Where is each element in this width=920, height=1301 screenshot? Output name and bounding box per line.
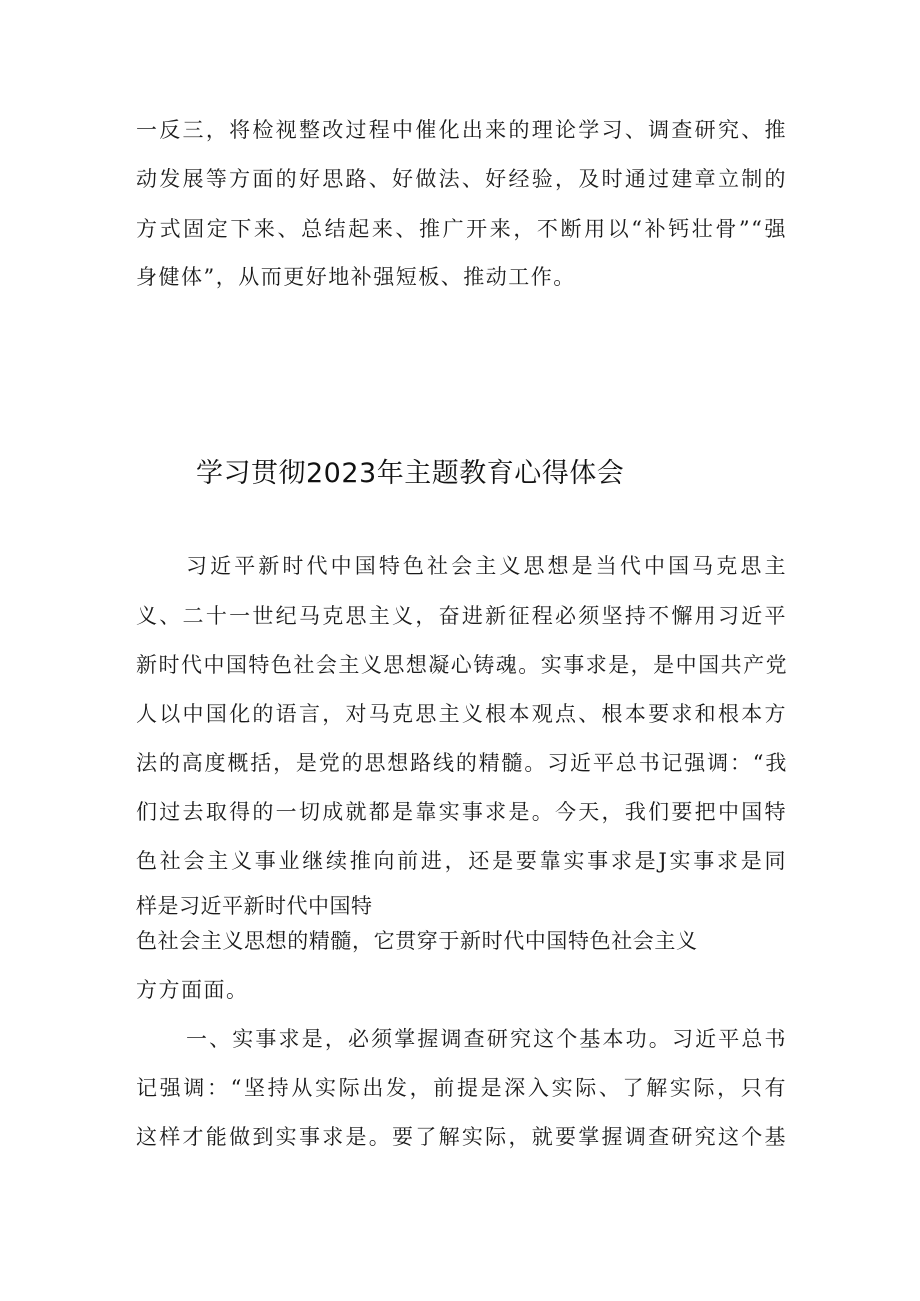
paragraph-1-line-7: 色社会主义事业继续推向前进，还是要靠实事求是J实事求是同	[136, 849, 787, 873]
paragraph-1-line-8: 样是习近平新时代中国特	[136, 894, 373, 918]
paragraph-1-line-5: 法的高度概括，是党的思想路线的精髓。习近平总书记强调：“我	[136, 751, 787, 775]
paragraph-1-line-3: 新时代中国特色社会主义思想凝心铸魂。实事求是，是中国共产党	[136, 653, 787, 677]
top-paragraph-line-3: 方式固定下来、总结起来、推广开来，不断用以“补钙壮骨”“强	[136, 217, 787, 241]
paragraph-2-line-1: 一、实事求是，必须掌握调查研究这个基本功。习近平总书	[186, 1027, 787, 1051]
paragraph-1-line-9: 色社会主义思想的精髓，它贯穿于新时代中国特色社会主义	[136, 929, 698, 953]
top-paragraph-line-1: 一反三，将检视整改过程中催化出来的理论学习、调查研究、推	[136, 118, 787, 142]
top-paragraph-line-2: 动发展等方面的好思路、好做法、好经验，及时通过建章立制的	[136, 167, 787, 191]
paragraph-1-line-6: 们过去取得的一切成就都是靠实事求是。今天，我们要把中国特	[136, 800, 787, 824]
paragraph-2-line-3: 这样才能做到实事求是。要了解实际，就要掌握调查研究这个基	[136, 1125, 787, 1149]
paragraph-2-line-2: 记强调：“坚持从实际出发，前提是深入实际、了解实际，只有	[136, 1076, 787, 1100]
top-paragraph-line-4: 身健体”，从而更好地补强短板、推动工作。	[136, 265, 576, 289]
document-title: 学习贯彻2023年主题教育心得体会	[196, 458, 625, 489]
paragraph-1-line-1: 习近平新时代中国特色社会主义思想是当代中国马克思主	[186, 554, 787, 578]
paragraph-1-line-10: 方方面面。	[136, 978, 249, 1002]
paragraph-1-line-2: 义、二十一世纪马克思主义，奋进新征程必须坚持不懈用习近平	[136, 604, 787, 628]
paragraph-1-line-4: 人以中国化的语言，对马克思主义根本观点、根本要求和根本方	[136, 702, 787, 726]
